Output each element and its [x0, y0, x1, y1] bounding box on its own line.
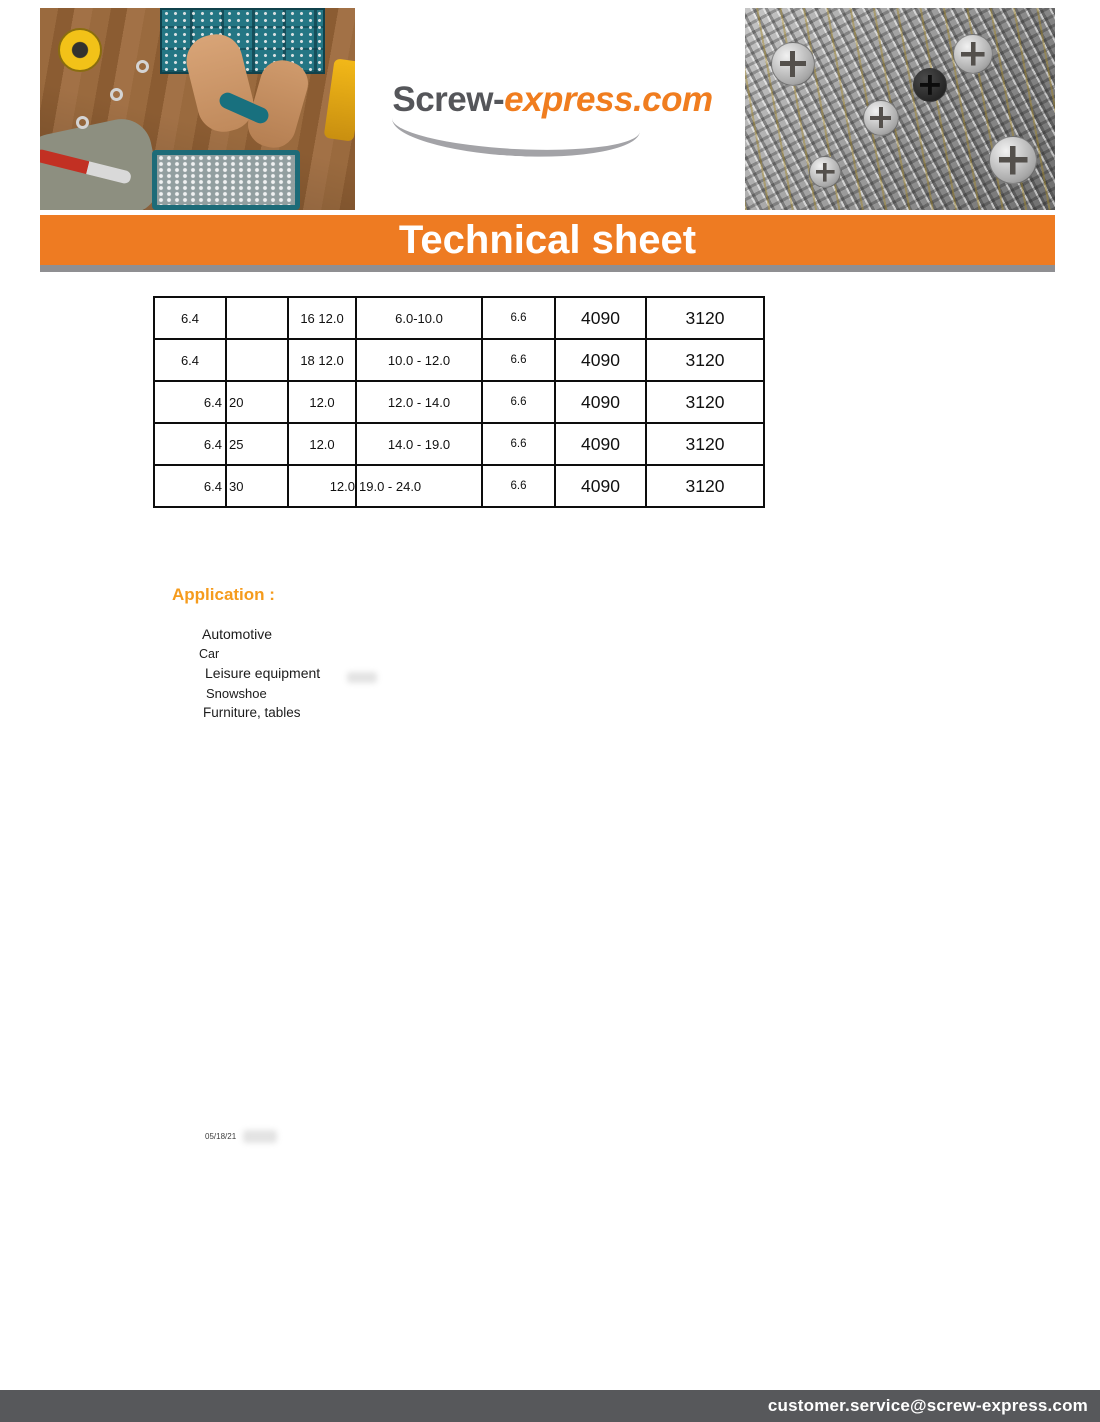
- banner: [40, 215, 1055, 265]
- brand-logo: [375, 80, 730, 120]
- table-cell: 4090: [556, 298, 647, 340]
- washer: [110, 88, 123, 101]
- washer: [76, 116, 89, 129]
- banner-underline: [40, 265, 1055, 272]
- table-cell: 6.6: [483, 466, 556, 508]
- table-cell: [227, 340, 289, 382]
- table-cell: 14.0 - 19.0: [357, 424, 483, 466]
- application-section: [172, 585, 320, 723]
- table-cell: 6.4: [155, 466, 227, 508]
- table-cell: 6.6: [483, 298, 556, 340]
- workbench-photo: [40, 8, 355, 210]
- table-cell: 20: [227, 382, 289, 424]
- application-heading: Application :: [172, 585, 275, 604]
- table-cell: 6.6: [483, 424, 556, 466]
- table-cell: 4090: [556, 382, 647, 424]
- footer-bar: [0, 1390, 1100, 1422]
- screw-head-icon: [863, 100, 899, 136]
- table-cell: 16 12.0: [289, 298, 357, 340]
- table-cell: 6.4: [155, 340, 227, 382]
- table-cell: 12.0 - 14.0: [357, 382, 483, 424]
- table-cell: 19.0 - 24.0: [357, 466, 483, 508]
- application-item: Automotive: [202, 626, 273, 642]
- screws-photo: [745, 8, 1055, 210]
- table-cell: 3120: [647, 340, 765, 382]
- table-cell: 6.6: [483, 382, 556, 424]
- drill: [324, 58, 355, 141]
- table-cell: 6.4: [155, 298, 227, 340]
- page-title: Technical sheet: [398, 218, 697, 262]
- table-cell: 12.0: [289, 466, 357, 508]
- table-cell: 6.0-10.0: [357, 298, 483, 340]
- table-cell: 4090: [556, 466, 647, 508]
- washer: [136, 60, 149, 73]
- application-item: Leisure equipment: [205, 665, 321, 681]
- table-cell: 4090: [556, 424, 647, 466]
- screw-head-icon: [913, 68, 947, 102]
- table-cell: 18 12.0: [289, 340, 357, 382]
- table-cell: 12.0: [289, 382, 357, 424]
- table-cell: 3120: [647, 382, 765, 424]
- application-list: [172, 625, 320, 723]
- table-cell: 30: [227, 466, 289, 508]
- application-item: Car: [199, 646, 220, 661]
- table-cell: 6.4: [155, 382, 227, 424]
- screw-head-icon: [953, 34, 993, 74]
- table-cell: 3120: [647, 424, 765, 466]
- spec-table: [153, 296, 765, 508]
- table-cell: 10.0 - 12.0: [357, 340, 483, 382]
- table-cell: 6.6: [483, 340, 556, 382]
- table-cell: 12.0: [289, 424, 357, 466]
- table-cell: 3120: [647, 298, 765, 340]
- table-cell: 3120: [647, 466, 765, 508]
- table-cell: 25: [227, 424, 289, 466]
- table-cell: 6.4: [155, 424, 227, 466]
- application-item: Furniture, tables: [203, 705, 301, 720]
- customer-service-email: customer.service@screw-express.com: [767, 1396, 1088, 1415]
- blurred-mark: [243, 1130, 277, 1143]
- logo-text-screw: Screw-: [392, 80, 505, 119]
- date-note: 05/18/21: [205, 1132, 237, 1141]
- tape-measure: [58, 28, 102, 72]
- screw-head-icon: [809, 156, 841, 188]
- parts-tray: [152, 150, 300, 210]
- blurred-mark: [347, 672, 377, 683]
- table-cell: 4090: [556, 340, 647, 382]
- table-cell: [227, 298, 289, 340]
- logo-text-express: express.com: [504, 80, 713, 119]
- screw-head-icon: [771, 42, 815, 86]
- screw-head-icon: [989, 136, 1037, 184]
- application-item: Snowshoe: [206, 685, 267, 701]
